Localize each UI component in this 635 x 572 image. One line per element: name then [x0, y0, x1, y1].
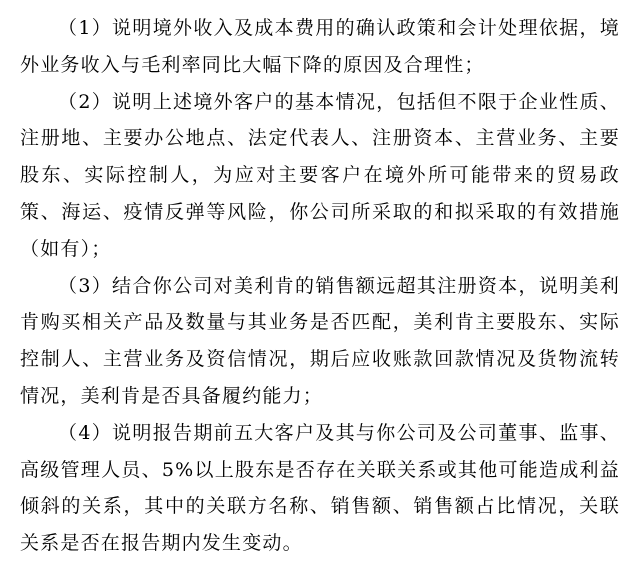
paragraph-2: （2）说明上述境外客户的基本情况，包括但不限于企业性质、注册地、主要办公地点、法定代表人、注册资本、主营业务、主要股东、实际控制人，为应对主要客户在境外所可能带来的贸易政策、海运、疫情反弹等风险，你公司所采取的和拟采取的有效措施（如有）； — [20, 90, 620, 260]
document-body — [20, 10, 620, 562]
paragraph-1: （1）说明境外收入及成本费用的确认政策和会计处理依据，境外业务收入与毛利率同比大幅下降的原因及合理性； — [20, 17, 620, 76]
paragraph-3: （3）结合你公司对美利肯的销售额远超其注册资本，说明美利肯购买相关产品及数量与其业务是否匹配，美利肯主要股东、实际控制人、主营业务及资信情况，期后应收账款回款情况及货物流转情况，美利肯是否具备履约能力； — [20, 274, 620, 407]
paragraph-4: （4）说明报告期前五大客户及其与你公司及公司董事、监事、高级管理人员、5%以上股东是否存在关联关系或其他可能造成利益倾斜的关系，其中的关联方名称、销售额、销售额占比情况，关联关系是否在报告期内发生变动。 — [20, 421, 620, 555]
